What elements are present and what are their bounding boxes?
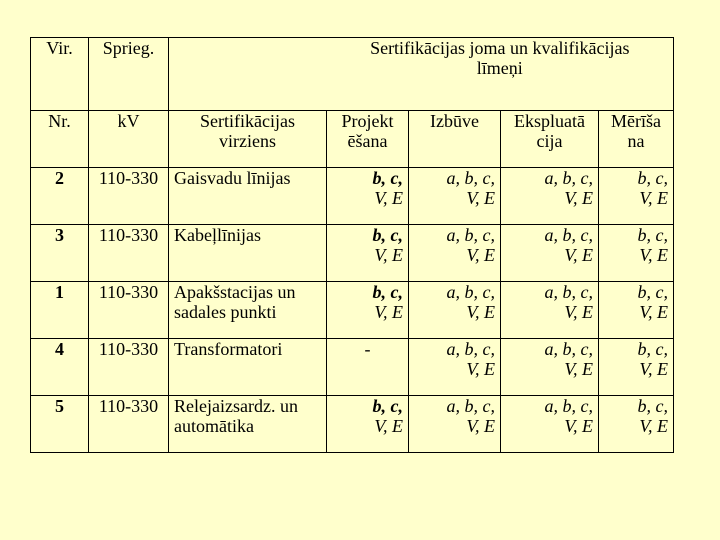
- row-nr: 5: [31, 396, 89, 453]
- row-projektesana: [327, 282, 409, 339]
- header-sertifikacijas-virziens: Sertifikācijas virziens: [169, 111, 327, 168]
- izbuve-line-2: V, E: [466, 188, 495, 208]
- header-projektesana: Projekt ēšana: [327, 111, 409, 168]
- header-sprieg: Sprieg.: [89, 38, 169, 111]
- projekt-line-1: b, c,: [372, 168, 403, 188]
- row-meritana: [599, 168, 674, 225]
- header-izbuve: Izbūve: [409, 111, 501, 168]
- header-empty: [169, 38, 327, 111]
- ekspl-line-2: V, E: [564, 359, 593, 379]
- row-izbuve: [409, 225, 501, 282]
- ekspl-line-2: V, E: [564, 188, 593, 208]
- mer-line-1: b, c,: [637, 282, 669, 302]
- row-nr: 3: [31, 225, 89, 282]
- table-row: [31, 396, 674, 453]
- row-virziens: Transformatori: [169, 339, 327, 396]
- mer-line-2: V, E: [639, 245, 669, 265]
- header-kv: kV: [89, 111, 169, 168]
- row-virziens: Gaisvadu līnijas: [169, 168, 327, 225]
- mer-line-1: b, c,: [637, 225, 669, 245]
- row-projektesana: [327, 396, 409, 453]
- certification-table: [30, 37, 674, 453]
- row-meritana: [599, 339, 674, 396]
- izbuve-line-1: a, b, c,: [446, 396, 495, 416]
- mer-line-1: b, c,: [637, 168, 669, 188]
- row-ekspluatacija: [501, 339, 599, 396]
- row-virziens: Relejaizsardz. un automātika: [169, 396, 327, 453]
- row-ekspluatacija: [501, 282, 599, 339]
- ekspl-line-1: a, b, c,: [544, 396, 593, 416]
- izbuve-line-2: V, E: [466, 302, 495, 322]
- projekt-line-2: V, E: [374, 245, 403, 265]
- ekspl-line-1: a, b, c,: [544, 282, 593, 302]
- header-nr: Nr.: [31, 111, 89, 168]
- row-izbuve: [409, 339, 501, 396]
- projekt-line-1: b, c,: [372, 282, 403, 302]
- mer-line-2: V, E: [639, 302, 669, 322]
- mer-line-1: b, c,: [637, 396, 669, 416]
- row-meritana: [599, 396, 674, 453]
- row-ekspluatacija: [501, 396, 599, 453]
- row-kv: 110-330: [89, 396, 169, 453]
- row-nr: 4: [31, 339, 89, 396]
- ekspl-line-1: a, b, c,: [544, 339, 593, 359]
- row-kv: 110-330: [89, 168, 169, 225]
- header-ekspluatacija: Ekspluatā cija: [501, 111, 599, 168]
- ekspl-line-1: a, b, c,: [544, 225, 593, 245]
- table-row: [31, 168, 674, 225]
- row-meritana: [599, 282, 674, 339]
- mer-line-1: b, c,: [637, 339, 669, 359]
- row-izbuve: [409, 168, 501, 225]
- izbuve-line-1: a, b, c,: [446, 282, 495, 302]
- ekspl-line-2: V, E: [564, 416, 593, 436]
- row-kv: 110-330: [89, 225, 169, 282]
- row-virziens: Apakšstacijas un sadales punkti: [169, 282, 327, 339]
- mer-line-2: V, E: [639, 359, 669, 379]
- ekspl-line-1: a, b, c,: [544, 168, 593, 188]
- table-row: [31, 339, 674, 396]
- izbuve-line-2: V, E: [466, 416, 495, 436]
- projekt-line-1: -: [364, 339, 371, 359]
- row-nr: 2: [31, 168, 89, 225]
- row-ekspluatacija: [501, 225, 599, 282]
- mer-line-2: V, E: [639, 416, 669, 436]
- row-kv: 110-330: [89, 282, 169, 339]
- header-sertifikacijas-joma: Sertifikācijas joma un kvalifikācijas līmeņi: [327, 38, 674, 111]
- row-izbuve: [409, 282, 501, 339]
- izbuve-line-1: a, b, c,: [446, 339, 495, 359]
- mer-line-2: V, E: [639, 188, 669, 208]
- izbuve-line-2: V, E: [466, 359, 495, 379]
- header-row-2: [31, 111, 674, 168]
- row-meritana: [599, 225, 674, 282]
- row-nr: 1: [31, 282, 89, 339]
- row-virziens: Kabeļlīnijas: [169, 225, 327, 282]
- ekspl-line-2: V, E: [564, 245, 593, 265]
- projekt-line-2: V, E: [374, 188, 403, 208]
- table-row: [31, 225, 674, 282]
- row-projektesana: [327, 339, 409, 396]
- izbuve-line-1: a, b, c,: [446, 225, 495, 245]
- header-meritana: Mērīša na: [599, 111, 674, 168]
- row-izbuve: [409, 396, 501, 453]
- projekt-line-2: V, E: [374, 416, 403, 436]
- izbuve-line-1: a, b, c,: [446, 168, 495, 188]
- header-vir: Vir.: [31, 38, 89, 111]
- projekt-line-1: b, c,: [372, 396, 403, 416]
- row-kv: 110-330: [89, 339, 169, 396]
- projekt-line-1: b, c,: [372, 225, 403, 245]
- row-projektesana: [327, 168, 409, 225]
- row-projektesana: [327, 225, 409, 282]
- projekt-line-2: V, E: [374, 302, 403, 322]
- izbuve-line-2: V, E: [466, 245, 495, 265]
- table-row: [31, 282, 674, 339]
- row-ekspluatacija: [501, 168, 599, 225]
- ekspl-line-2: V, E: [564, 302, 593, 322]
- header-row-1: [31, 38, 674, 111]
